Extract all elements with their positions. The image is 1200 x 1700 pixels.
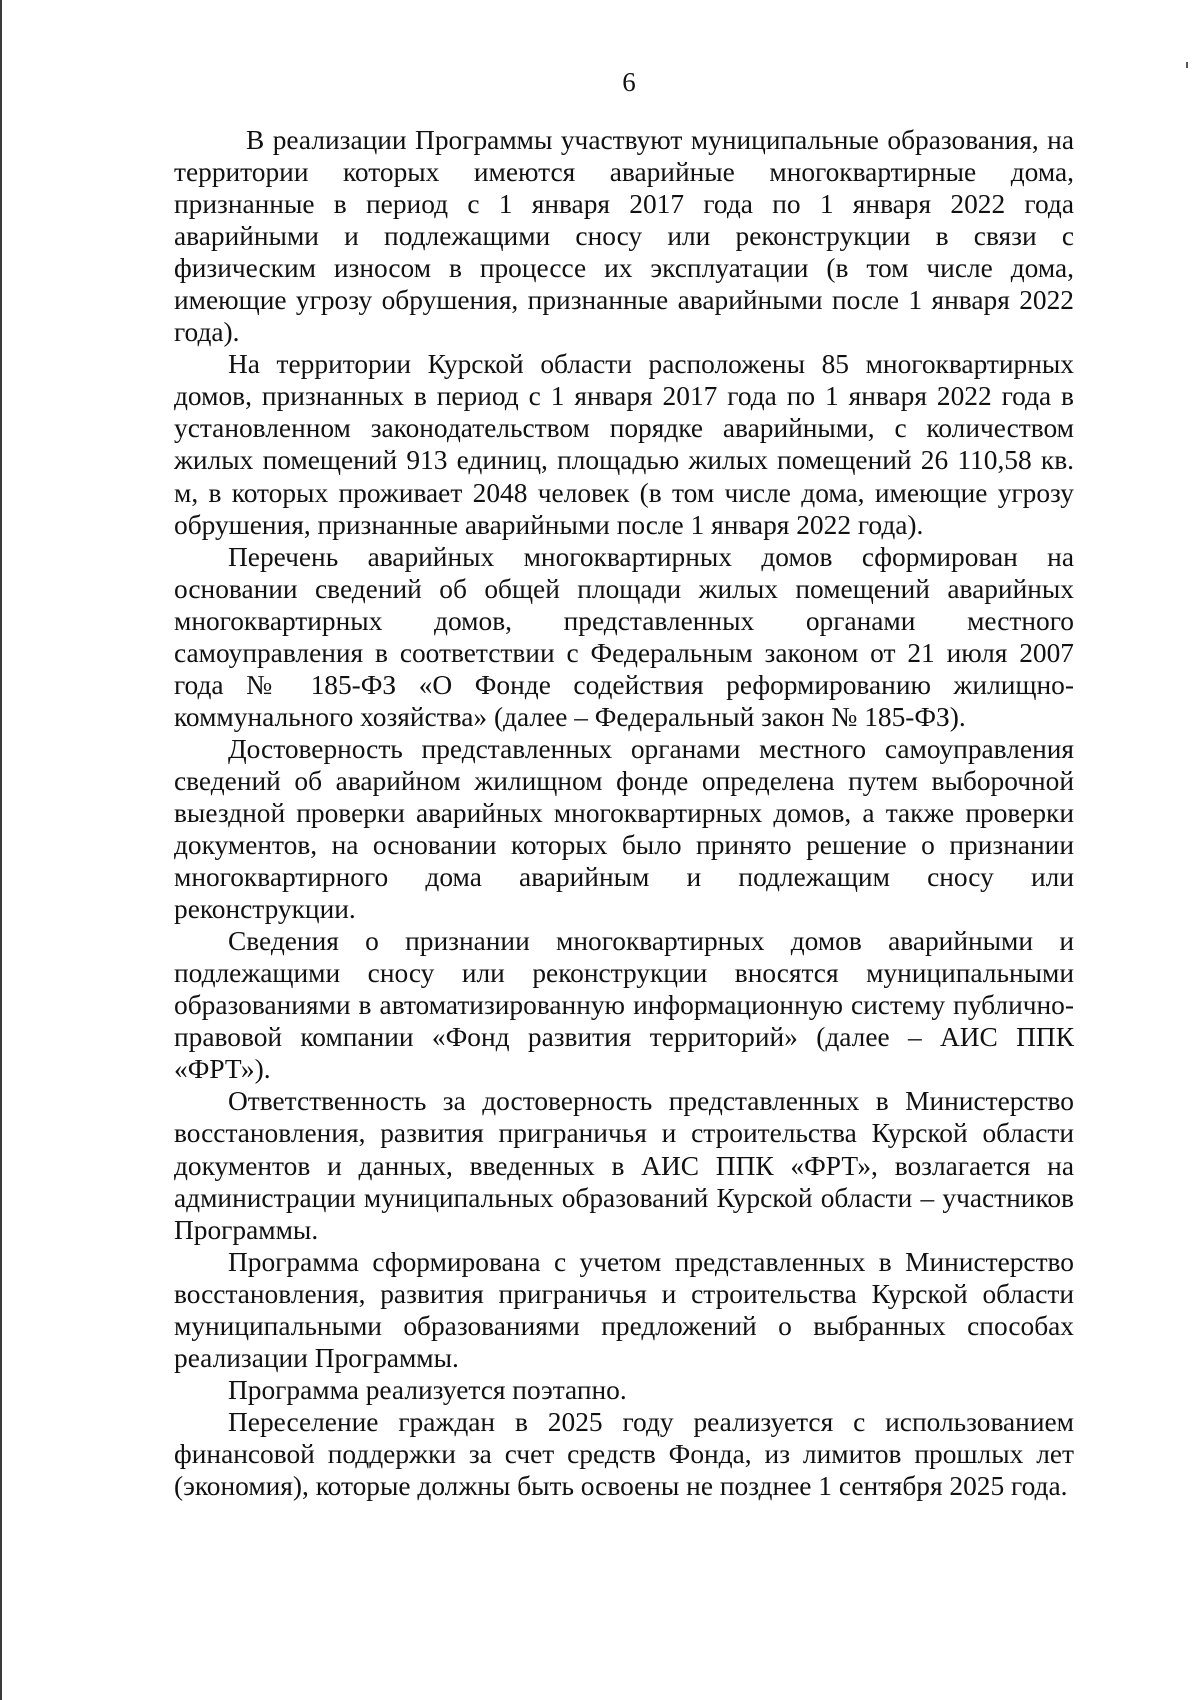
document-body: [174, 124, 1074, 1502]
paragraph: На территории Курской области расположены 85 многоквартирных домов, признанных в период с 1 января 2017 года по 1 января 2022 года в установленном законодательством порядке аварийными, с количеством жилых помещений 913 единиц, площадью жилых помещений 26 110,58 кв. м, в которых проживает 2048 человек (в том числе дома, имеющие угрозу обрушения, признанные аварийными после 1 января 2022 года).: [174, 349, 1074, 540]
scan-edge-line: [0, 0, 2, 1700]
paragraph: Переселение граждан в 2025 году реализуется с использованием финансовой поддержки за счет средств Фонда, из лимитов прошлых лет (экономия), которые должны быть освоены не позднее 1 сентября 2025 года.: [174, 1406, 1074, 1501]
paragraph: Программа сформирована с учетом представленных в Министерство восстановления, развития приграничья и строительства Курской области муниципальными образованиями предложений о выбранных способах реализации Программы.: [174, 1246, 1074, 1373]
paragraph: Перечень аварийных многоквартирных домов сформирован на основании сведений об общей площади жилых помещений аварийных многоквартирных домов, представленных органами местного самоуправления в соответствии с Федеральным законом от 21 июля 2007 года № 185-ФЗ «О Фонде содействия реформированию жилищно-коммунального хозяйства» (далее – Федеральный закон № 185-ФЗ).: [174, 541, 1074, 732]
paragraph: Программа реализуется поэтапно.: [228, 1374, 627, 1405]
paragraph: В реализации Программы участвуют муниципальные образования, на территории которых имеются аварийные многоквартирные дома, признанные в период с 1 января 2017 года по 1 января 2022 года аварийными и подлежащими сносу или реконструкции в связи с физическим износом в процессе их эксплуатации (в том числе дома, имеющие угрозу обрушения, признанные аварийными после 1 января 2022 года).: [174, 125, 1074, 348]
paragraph: Достоверность представленных органами местного самоуправления сведений об аварийном жилищном фонде определена путем выборочной выездной проверки аварийных многоквартирных домов, а также проверки документов, на основании которых было принято решение о признании многоквартирного дома аварийным и подлежащим сносу или реконструкции.: [174, 733, 1074, 925]
paragraph: Ответственность за достоверность представленных в Министерство восстановления, развития приграничья и строительства Курской области документов и данных, введенных в АИС ППК «ФРТ», возлагается на администрации муниципальных образований Курской области – участников Программы.: [174, 1086, 1074, 1245]
paragraph: Сведения о признании многоквартирных домов аварийными и подлежащими сносу или реконструкции вносятся муниципальными образованиями в автоматизированную информационную систему публично-правовой компании «Фонд развития территорий» (далее – АИС ППК «ФРТ»).: [174, 926, 1074, 1085]
page-number: 6: [622, 67, 636, 97]
